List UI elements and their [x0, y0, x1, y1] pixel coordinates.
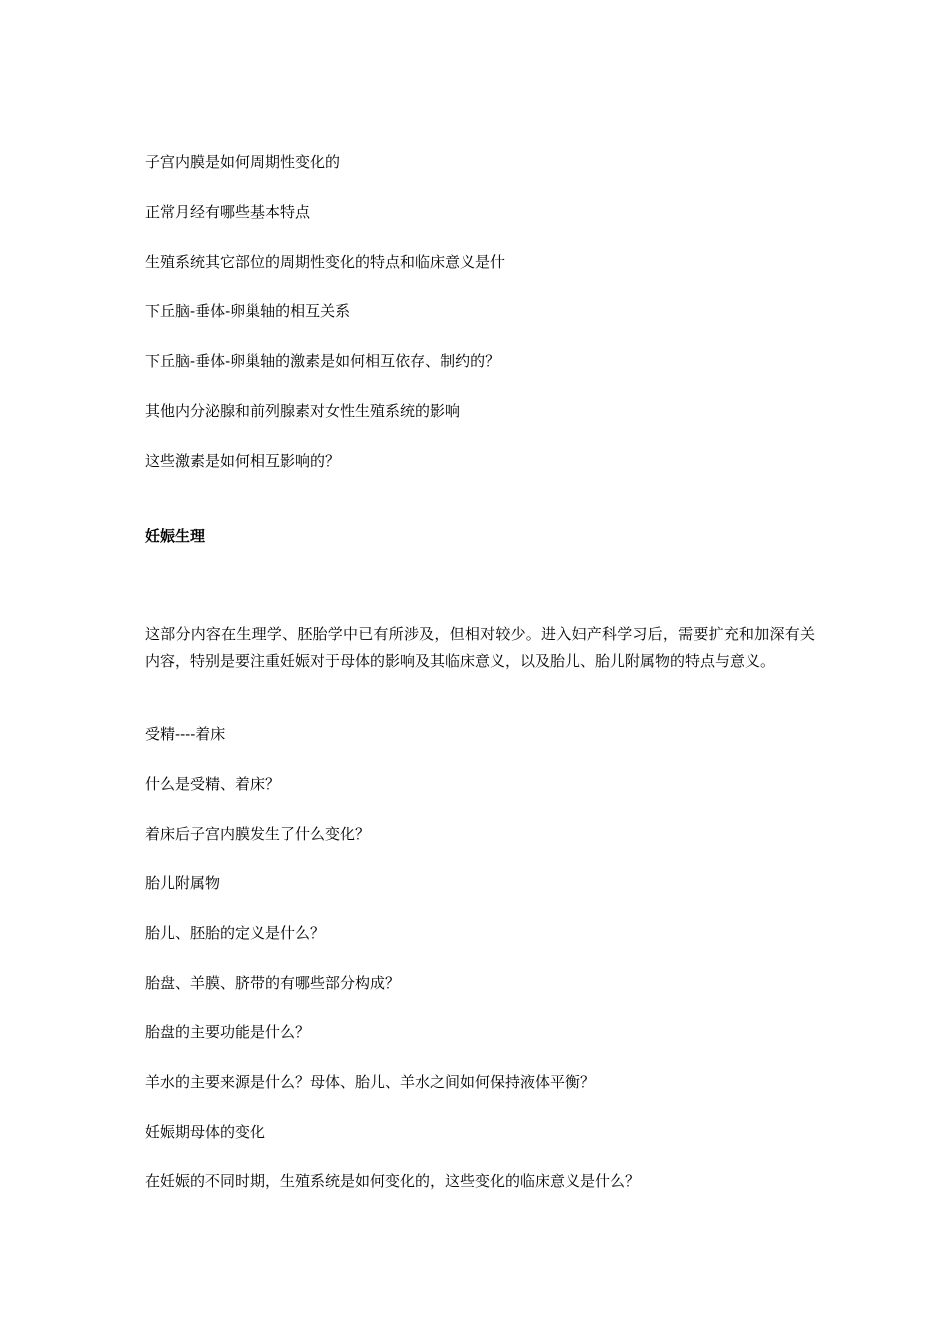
text-line-12: 胎儿、胚胎的定义是什么？	[145, 924, 326, 942]
intro-paragraph: 这部分内容在生理学、胚胎学中已有所涉及，但相对较少。进入妇产科学习后，需要扩充和加深有关内容，特别是要注重妊娠对于母体的影响及其临床意义，以及胎儿、胎儿附属物的特点与意义。	[145, 625, 815, 670]
text-line-13: 胎盘、羊膜、脐带的有哪些部分构成？	[145, 974, 401, 992]
text-line-9: 什么是受精、着床？	[145, 775, 281, 793]
text-line-7: 这些激素是如何相互影响的？	[145, 452, 341, 470]
section-heading: 妊娠生理	[145, 527, 206, 545]
text-line-2: 正常月经有哪些基本特点	[145, 203, 311, 221]
text-line-6: 其他内分泌腺和前列腺素对女性生殖系统的影响	[145, 402, 461, 420]
text-line-3: 生殖系统其它部位的周期性变化的特点和临床意义是什	[145, 253, 506, 271]
text-line-10: 着床后子宫内膜发生了什么变化？	[145, 825, 371, 843]
text-line-4: 下丘脑-垂体-卵巢轴的相互关系	[145, 302, 351, 320]
text-line-8: 受精----着床	[145, 725, 226, 743]
text-line-11: 胎儿附属物	[145, 874, 221, 892]
text-line-16: 妊娠期母体的变化	[145, 1123, 266, 1141]
text-line-14: 胎盘的主要功能是什么？	[145, 1023, 311, 1041]
text-line-15: 羊水的主要来源是什么？母体、胎儿、羊水之间如何保持液体平衡？	[145, 1073, 596, 1091]
text-line-17: 在妊娠的不同时期，生殖系统是如何变化的，这些变化的临床意义是什么？	[145, 1172, 641, 1190]
text-line-1: 子宫内膜是如何周期性变化的	[145, 153, 341, 171]
text-line-5: 下丘脑-垂体-卵巢轴的激素是如何相互依存、制约的？	[145, 352, 501, 370]
